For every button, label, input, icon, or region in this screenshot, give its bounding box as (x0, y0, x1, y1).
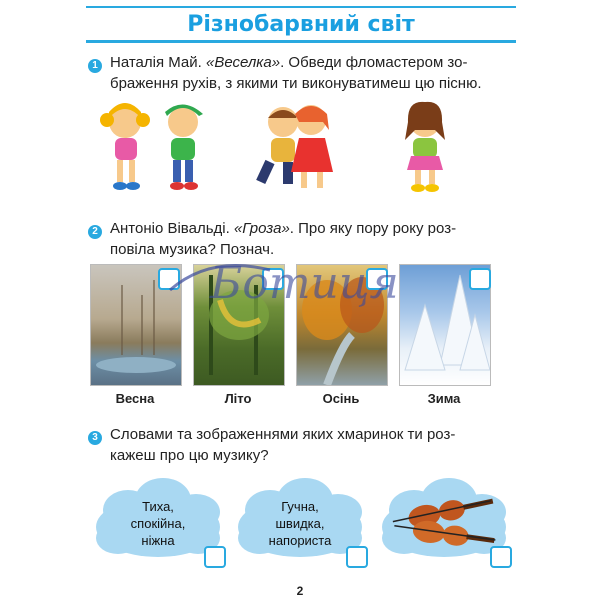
task-1-rest: . Обведи фломастером зо- (280, 54, 468, 71)
cloud-loud-line-1: Гучна, (281, 499, 319, 514)
task-1-number: 1 (88, 59, 102, 73)
cloud-loud-line-2: швидка, (275, 516, 325, 531)
task-3-text (110, 424, 510, 466)
kids-walking-illustration[interactable] (100, 103, 203, 190)
spring-checkbox[interactable] (158, 268, 180, 290)
cloud-loud-line-3: напориста (268, 533, 332, 548)
page-title: Різнобарвний світ (187, 12, 415, 37)
task-1-line2: браження рухів, з якими ти виконуватимеш цю пісню. (110, 75, 482, 92)
season-label-spring: Весна (115, 391, 155, 406)
task-2-rest: . Про яку пору року роз- (289, 220, 457, 237)
cloud-calm-checkbox[interactable] (204, 546, 226, 568)
cloud-loud-checkbox[interactable] (346, 546, 368, 568)
autumn-checkbox[interactable] (366, 268, 388, 290)
cloud-calm-text (110, 498, 206, 549)
task-2-number: 2 (88, 225, 102, 239)
task-2-author: Антоніо Вівальді. (110, 220, 234, 237)
task-3-line2: кажеш про цю музику? (110, 447, 269, 464)
task-3-number: 3 (88, 431, 102, 445)
task-1-text (110, 52, 510, 94)
cloud-calm-line-1: Тиха, (142, 499, 174, 514)
cloud-calm-line-3: ніжна (141, 533, 175, 548)
season-label-winter: Зима (427, 391, 461, 406)
winter-checkbox[interactable] (469, 268, 491, 290)
cloud-violin-checkbox[interactable] (490, 546, 512, 568)
page-number: 2 (296, 584, 304, 598)
task-2-text (110, 218, 510, 260)
task-2-work: «Гроза» (233, 220, 290, 237)
kids-dancing-illustration[interactable] (256, 105, 333, 188)
watermark-text: Ботиця (210, 258, 399, 309)
cloud-calm-line-2: спокійна, (130, 516, 186, 531)
summer-checkbox[interactable] (262, 268, 284, 290)
girl-singing-illustration[interactable] (405, 102, 445, 192)
title-bar (86, 4, 516, 43)
season-label-autumn: Осінь (322, 391, 360, 406)
cloud-loud-text (252, 498, 348, 549)
title-top-line (86, 6, 516, 8)
dance-illustrations (95, 100, 515, 200)
task-3-line1: Словами та зображеннями яких хмаринок ти роз- (110, 426, 456, 443)
task-1-work: «Веселка» (205, 54, 281, 71)
task-2-line2: повіла музика? Познач. (110, 241, 275, 258)
task-1-author: Наталія Май. (110, 54, 206, 71)
season-label-summer: Літо (224, 391, 252, 406)
